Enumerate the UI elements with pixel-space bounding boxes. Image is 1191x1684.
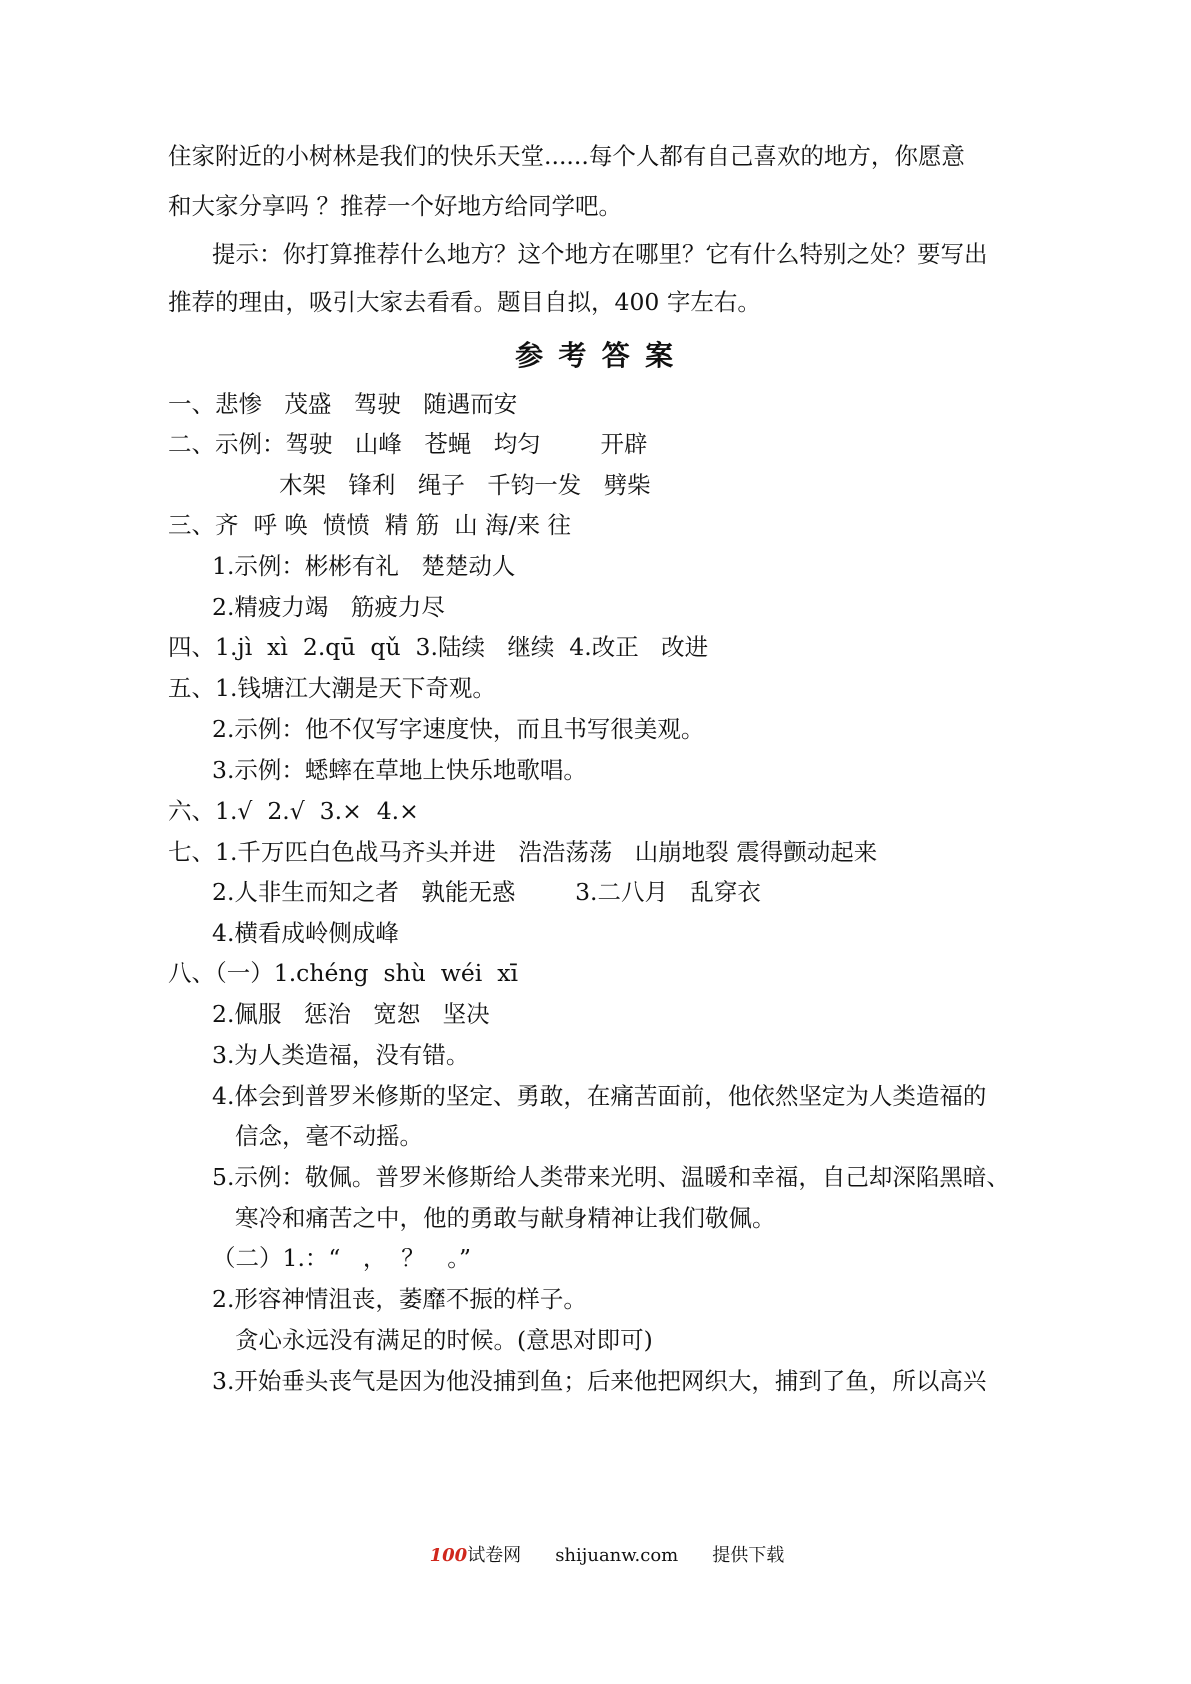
answer-line: 3.开始垂头丧气是因为他没捕到鱼；后来他把网织大，捕到了鱼，所以高兴: [212, 1367, 987, 1395]
answer-line: 寒冷和痛苦之中，他的勇敢与献身精神让我们敬佩。: [235, 1204, 776, 1232]
answer-line: 2.人非生而知之者 孰能无惑 3.二八月 乱穿衣: [212, 878, 761, 906]
answer-line: 2.佩服 惩治 宽恕 坚决: [212, 1000, 490, 1028]
answer-line: 木架 锋利 绳子 千钧一发 劈柴: [279, 471, 651, 499]
answer-line: 六、1.√ 2.√ 3.× 4.×: [168, 797, 419, 825]
prompt-line: 推荐的理由，吸引大家去看看。题目自拟，400 字左右。: [168, 288, 761, 316]
answer-line: 八、（一）1.chéng shù wéi xī: [168, 959, 519, 987]
answer-line: 三、齐 呼 唤 愤愤 精 筋 山 海/来 往: [168, 511, 572, 539]
answer-line: 5.示例：敬佩。普罗米修斯给人类带来光明、温暖和幸福，自己却深陷黑暗、: [212, 1163, 1010, 1191]
answer-line: 1.示例：彬彬有礼 楚楚动人: [212, 552, 516, 580]
answer-line: 2.形容神情沮丧，萎靡不振的样子。: [212, 1285, 587, 1313]
answer-line: 4.体会到普罗米修斯的坚定、勇敢，在痛苦面前，他依然坚定为人类造福的: [212, 1082, 987, 1110]
answer-line: 3.为人类造福，没有错。: [212, 1041, 470, 1069]
answer-line: 2.示例：他不仅写字速度快，而且书写很美观。: [212, 715, 705, 743]
answer-line: 二、示例：驾驶 山峰 苍蝇 均匀 开辟: [168, 430, 648, 458]
site-domain-link[interactable]: shijuanw.com: [555, 1545, 679, 1566]
answer-line: 四、1.jì xì 2.qū qǔ 3.陆续 继续 4.改正 改进: [168, 633, 709, 661]
answer-line: 贪心永远没有满足的时候。(意思对即可): [235, 1326, 653, 1354]
site-logo: 100: [429, 1545, 468, 1566]
prompt-hint-line: 提示：你打算推荐什么地方？这个地方在哪里？它有什么特别之处？要写出: [212, 240, 988, 268]
prompt-line: 住家附近的小树林是我们的快乐天堂......每个人都有自己喜欢的地方，你愿意: [168, 142, 965, 170]
site-name: 试卷网: [467, 1545, 522, 1566]
prompt-line: 和大家分享吗 ？推荐一个好地方给同学吧。: [168, 192, 622, 220]
answer-line: 3.示例：蟋蟀在草地上快乐地歌唱。: [212, 756, 587, 784]
answer-line: 七、1.千万匹白色战马齐头并进 浩浩荡荡 山崩地裂 震得颤动起来: [168, 838, 878, 866]
answer-line: 4.横看成岭侧成峰: [212, 919, 399, 947]
answer-line: 2.精疲力竭 筋疲力尽: [212, 593, 445, 621]
answer-line: （二）1.：“ ， ？ 。”: [212, 1244, 471, 1272]
answer-line: 信念，毫不动摇。: [235, 1122, 423, 1150]
answer-line: 五、1.钱塘江大潮是天下奇观。: [168, 674, 496, 702]
answer-key-title: 参 考 答 案: [515, 339, 676, 372]
page-footer: [0, 1520, 1191, 1592]
answer-line: 一、悲惨 茂盛 驾驶 随遇而安: [168, 390, 518, 418]
download-note: 提供下载: [712, 1545, 785, 1566]
